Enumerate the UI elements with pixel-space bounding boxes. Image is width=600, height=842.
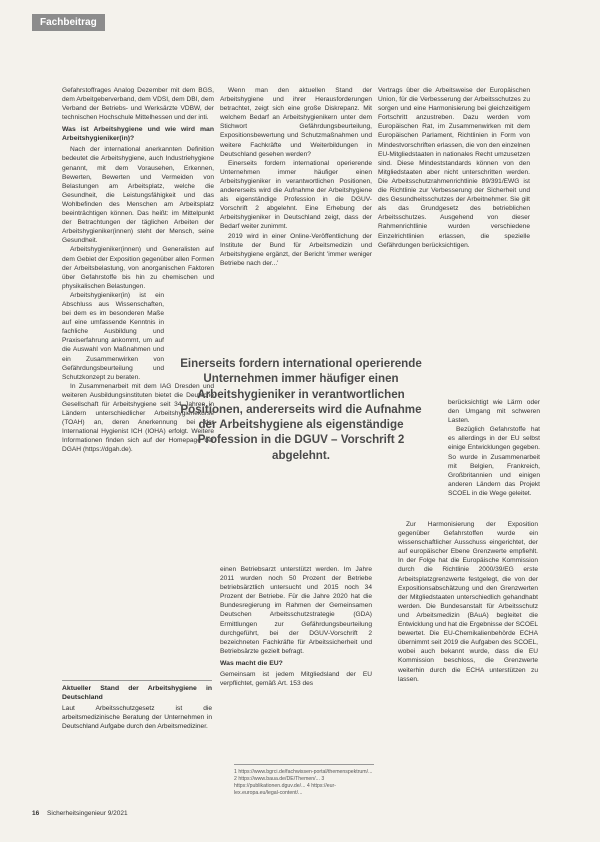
paragraph: 2019 wird in einer Online-Veröffentlichung der Institute der Bund für Arbeitsmedizin und Arbeitshygiene ergänzt, der Bericht 'immer weniger Betriebe nach der...' — [220, 232, 372, 267]
paragraph: berücksichtigt wie Lärm oder den Umgang mit schweren Lasten. — [448, 399, 540, 425]
paragraph: einen Betriebsarzt unterstützt werden. Im Jahre 2011 wurden noch 50 Prozent der Betriebe betriebsärztlich untersucht und 2015 noch 34 Prozent der Betriebe. Für die Jahre 2020 hat die Bundesregierung im Rahmen der Gemeinsamen Deutschen Arbeitsschutzstrategie (GDA) Ermittlungen zur Gefährdungsbeurteilung durchgeführt, bei der DGUV-Vorschrift 2 bezeichneten Fachkräfte für Arbeitssicherheit und Betriebsärzte gezielt befragt. — [220, 566, 372, 655]
paragraph: Bezüglich Gefahrstoffe hat es allerdings in der EU selbst einige Entwicklungen gegeben. So wurde in Zusammenarbeit mit Belgien, Frankreich, Großbritannien und einigen anderen Ländern das Projekt SCOEL in die Wege geleitet. — [448, 426, 540, 497]
page-footer — [32, 810, 128, 817]
column-2-top — [220, 86, 372, 354]
info-box-text: Laut Arbeitsschutzgesetz ist die arbeitsmedizinische Beratung der Unternehmen in Deutschland Aufgabe durch den Arbeitsmediziner. — [62, 705, 212, 731]
paragraph: Wenn man den aktuellen Stand der Arbeitshygiene und ihrer Herausforderungen betrachtet, zeigt sich eine große Diskrepanz. Mit welchem Bedarf an Arbeitshygienikern unter dem Stichwort Gefährdungsbeurteilung, Expositionsbewertung und Schutzmaßnahmen und weitere Fachkräfte und Weiterbildungen in Deutschland gesehen werden? — [220, 87, 372, 158]
column-2-bottom — [220, 565, 372, 753]
paragraph: In Zusammenarbeit mit dem IAG Dresden und weiteren Ausbildungsinstituten bietet die Deutsche Gesellschaft für Arbeitshygiene seit 34 Jahren in Ländern unterschiedlicher Arbeitshygienekurse (TOAH) an, deren Anerkennung bei der International Hygienist ICH (IOHA) erfolgt. Weitere Informationen finden sich auf der Homepage der DGAH (https://dgah.de). — [62, 382, 214, 454]
journal-name: Sicherheitsingenieur 9/2021 — [47, 810, 128, 817]
column-3-mid — [448, 398, 540, 518]
info-box-title: Aktueller Stand der Arbeitshygiene in Deutschland — [62, 685, 212, 702]
paragraph: Zur Harmonisierung der Exposition gegenüber Gefahrstoffen wurde ein wissenschaftlicher Ausschuss eingerichtet, der auf europäischer Ebene Grenzwerte empfiehlt. In der Folge hat die Europäische Kommission durch die Richtlinie 2000/39/EG erste Arbeitsplatzgrenzwerte festgelegt, die von der Expositionsabschätzung und den Grenzwerten der Mitgliedstaaten unterschiedlich gehandhabt werden. Die Bundesanstalt für Arbeitsschutz und Arbeitsmedizin (BAuA) begleitet die Entwicklung und hat die Ergebnisse der SCOEL bewertet. Die EU-Chemikalienbehörde ECHA übernimmt seit 2019 die Aufgaben des SCOEL, wobei auch bekannt wurde, dass die EU Kommission beschloss, die Grenzwerte weiterhin durch die ECHA unterstützen zu lassen. — [398, 521, 538, 683]
paragraph: Gefahrstoffrages Analog Dezember mit dem BGS, dem Arbeitgeberverband, dem VDSI, dem DBI, dem Verband der Betriebs- und Werksärzte VDBW, der technischen Hochschule Mittelhessen und der inti. — [62, 87, 214, 122]
paragraph: Nach der international anerkannten Definition bedeutet die Arbeitshygiene, auch Industriehygiene genannt, mit dem Vorausehen, Erkennen, Bewerten, Bewerten und Vermeiden von Belastungen am Arbeitsplatz, welche die Gesundheit, die Leistungsfähigkeit und das Wohlbefinden des Menschen am Arbeitsplatz beeinträchtigen können. Das heißt: im Mittelpunkt der Betrachtungen der täglichen Arbeiten der Arbeitshygieniker(innen) steht der Mensch, seine Gesundheit. — [62, 146, 214, 245]
paragraph: Arbeitshygieniker(innen) und Generalisten auf dem Gebiet der Exposition gegenüber allen Formen der Arbeitsbelastung, von anorganischen Faktoren über Gefahrstoffe bis hin zu chemischen und physikalischen Belastungen. — [62, 246, 214, 290]
section-tag: Fachbeitrag — [32, 14, 105, 31]
footnotes: 1 https://www.bgrci.de/fachwissen-portal/themenspektrum/... 2 https://www.baua.de/DE/Themen/... 3 https://publikationen.dguv.de/... 4 https://eur-lex.europa.eu/legal-content/... — [234, 764, 374, 797]
section-heading: Was macht die EU? — [220, 659, 283, 667]
info-box — [62, 680, 212, 771]
section-heading: Was ist Arbeitshygiene und wie wird man Arbeitshygieniker(in)? — [62, 126, 214, 143]
page-number: 16 — [32, 810, 40, 817]
column-3-bottom — [398, 520, 538, 716]
paragraph: Einerseits fordern international operierende Unternehmen immer häufiger einen Arbeitshygieniker in verantwortlichen Positionen, andererseits wird die Aufnahme der Arbeitshygiene als eigenständige Profession in die DGUV-Vorschrift 2 abgelehnt. Eine Erhebung der Arbeitshygieniker in Deutschland zeigt, dass der Bedarf weiter zunimmt. — [220, 159, 372, 231]
column-3-top — [378, 86, 530, 394]
paragraph: Gemeinsam ist jedem Mitgliedsland der EU verpflichtet, gemäß Art. 153 des — [220, 670, 372, 688]
paragraph: Vertrags über die Arbeitsweise der Europäischen Union, für die Verbesserung der Arbeitsschutzes zu sorgen und eine Harmonisierung bei gleichzeitigem Fortschritt anzustreben. Dazu werden vom Europäischen Rat, im Zusammenwirken mit dem Europäischen Parlament, Richtlinien in Form von Mindestvorschriften erlassen, die von den einzelnen EU-Mitgliedstaaten in nationales Recht umzusetzen sind. Diese Mindeststandards können von den Mitgliedstaaten aber nicht unterschritten werden. Die Arbeitsschutzrahmenrichtlinie 89/391/EWG ist die Richtlinie zur Verbesserung der Sicherheit und des Gesundheitsschutzes der Arbeitnehmer. Sie gilt als das Grundgesetz des betrieblichen Arbeitsschutzes. Ausgehend von dieser Rahmenrichtlinie wurden verschiedene Einzelrichtlinien erlassen, die spezielle Gefährdungen berücksichtigen. — [378, 87, 530, 249]
pull-quote: Einerseits fordern international operierende Unternehmen immer häufiger einen Arbeitshygieniker in verantwortlichen Positionen, andererseits wird die Aufnahme der Arbeitshygiene als eigenständige Profession in die DGUV – Vorschrift 2 abgelehnt. — [180, 357, 422, 462]
paragraph: Arbeitshygieniker(in) ist ein Abschluss aus Wissenschaften, bei dem es im besonderen Maße auf eine umfassende Kenntnis in fachliche Ausbildung und Praxiserfahrung ankommt, um auf die Auswahl von Maßnahmen und ein Zusammenwirken von Gefährdungsbeurteilung und Schutzkonzept zu beraten. — [62, 291, 164, 381]
